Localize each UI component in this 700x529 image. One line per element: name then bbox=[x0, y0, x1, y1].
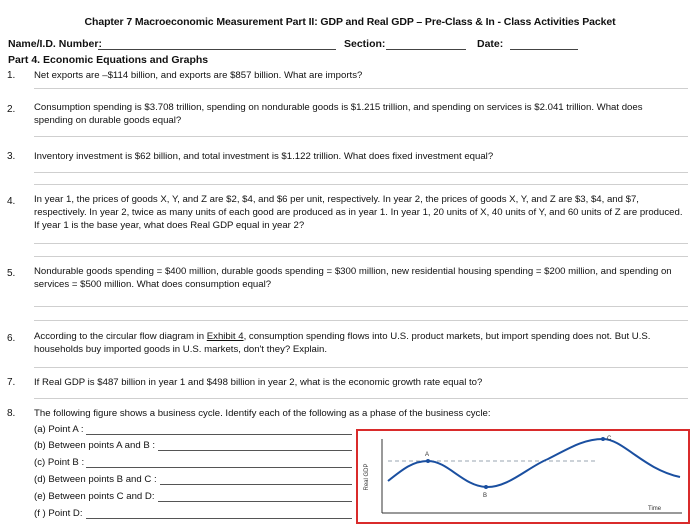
subitem-answer-line[interactable] bbox=[160, 484, 352, 485]
question-text: If Real GDP is $487 billion in year 1 and $498 billion in year 2, what is the economic growth rate equal to? bbox=[34, 377, 483, 388]
question-number: 3. bbox=[7, 151, 16, 162]
answer-line[interactable] bbox=[34, 320, 688, 321]
subitem-answer-line[interactable] bbox=[86, 518, 352, 519]
subitem-answer-line[interactable] bbox=[86, 434, 352, 435]
point-b-label: B bbox=[483, 493, 488, 499]
answer-line[interactable] bbox=[34, 243, 688, 244]
part-heading: Part 4. Economic Equations and Graphs bbox=[8, 54, 209, 66]
answer-line[interactable] bbox=[34, 256, 688, 257]
name-field[interactable] bbox=[98, 49, 336, 50]
section-field[interactable] bbox=[386, 49, 466, 50]
business-cycle-graph bbox=[358, 431, 688, 522]
section-label: Section: bbox=[344, 38, 386, 50]
question-number: 1. bbox=[7, 70, 16, 81]
question-text: In year 1, the prices of goods X, Y, and Z are $2, $4, and $6 per unit, respectively. In year 2, the prices of goods X, Y, and Z are $3, $4, and $7, respectively. In year 2, twice as many units of each good are produced as in year 1. In year 1, 20 units of X, 40 units of Y, and 60 units of Z are produced. If year 1 is the base year, what does Real GDP equal in year 2? bbox=[34, 194, 683, 231]
question-text: Consumption spending is $3.708 trillion, spending on nondurable goods is $1.215 trillion, and spending on services is $2.041 trillion. What does spending on durable goods equal? bbox=[34, 102, 643, 126]
x-axis-label: Time bbox=[648, 506, 662, 512]
answer-line[interactable] bbox=[34, 306, 688, 307]
name-label: Name/I.D. Number: bbox=[8, 38, 102, 50]
subitem-a-to-b: (b) Between points A and B : bbox=[34, 440, 156, 451]
point-a-label: A bbox=[425, 452, 430, 458]
subitem-c-to-d: (e) Between points C and D: bbox=[34, 491, 155, 502]
subitem-b-to-c: (d) Between points B and C : bbox=[34, 474, 157, 485]
question-text: Nondurable goods spending = $400 million, durable goods spending = $300 million, new residential housing spending = $200 million, and spending on services = $500 million. What does consumption equal? bbox=[34, 266, 672, 290]
point-c-marker bbox=[601, 437, 605, 441]
answer-line[interactable] bbox=[34, 136, 688, 137]
point-b-marker bbox=[484, 485, 488, 489]
question-text bbox=[34, 331, 684, 357]
answer-line[interactable] bbox=[34, 367, 688, 368]
question-number: 2. bbox=[7, 104, 16, 115]
date-label: Date: bbox=[477, 38, 504, 50]
subitem-answer-line[interactable] bbox=[158, 450, 352, 451]
business-cycle-figure bbox=[356, 429, 690, 524]
subitem-answer-line[interactable] bbox=[86, 467, 352, 468]
point-a-marker bbox=[426, 459, 430, 463]
question-number: 4. bbox=[7, 196, 16, 207]
answer-line[interactable] bbox=[34, 88, 688, 89]
exhibit-4-link[interactable]: Exhibit 4 bbox=[206, 331, 244, 342]
subitem-point-a: (a) Point A : bbox=[34, 424, 84, 435]
question-text: The following figure shows a business cycle. Identify each of the following as a phase of the business cycle: bbox=[34, 408, 491, 419]
answer-line[interactable] bbox=[34, 184, 688, 185]
question-text: Inventory investment is $62 billion, and total investment is $1.122 trillion. What does fixed investment equal? bbox=[34, 151, 494, 162]
subitem-point-b: (c) Point B : bbox=[34, 457, 85, 468]
point-c-label: C bbox=[607, 436, 612, 442]
business-cycle-curve bbox=[388, 439, 680, 487]
y-axis-label: Real GDP bbox=[364, 463, 370, 491]
question-number: 6. bbox=[7, 333, 16, 344]
date-field[interactable] bbox=[510, 49, 578, 50]
question-text: Net exports are –$114 billion, and exports are $857 billion. What are imports? bbox=[34, 70, 363, 81]
subitem-answer-line[interactable] bbox=[158, 501, 352, 502]
page-title: Chapter 7 Macroeconomic Measurement Part II: GDP and Real GDP – Pre-Class & In - Class Activities Packet bbox=[84, 16, 616, 28]
answer-line[interactable] bbox=[34, 398, 688, 399]
question-text-end: , consumption spending flows into U.S. product markets, but import spending does not. But U.S. households buy imported goods in U.S. markets, don't they? Explain. bbox=[34, 331, 651, 355]
question-number: 5. bbox=[7, 268, 16, 279]
question-text-start: According to the circular flow diagram in bbox=[34, 331, 207, 342]
answer-line[interactable] bbox=[34, 172, 688, 173]
question-number: 7. bbox=[7, 377, 16, 388]
subitem-point-d: (f ) Point D: bbox=[34, 508, 83, 519]
question-number: 8. bbox=[7, 408, 16, 419]
